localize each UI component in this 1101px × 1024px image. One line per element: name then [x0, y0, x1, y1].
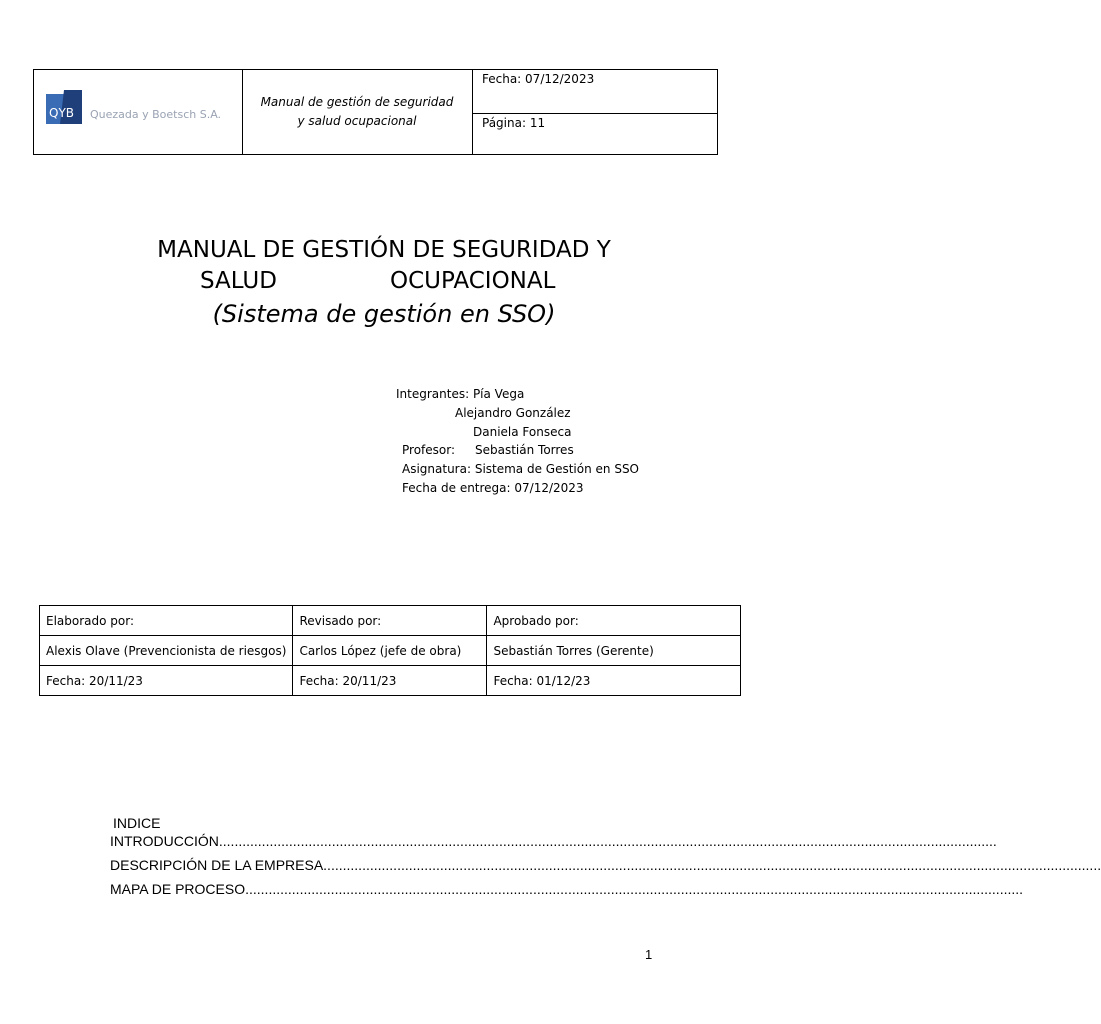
asignatura-line: Asignatura: Sistema de Gestión en SSO — [402, 462, 640, 476]
header-logo-cell — [34, 70, 243, 154]
index-title: INDICE — [113, 815, 161, 831]
company-logo-icon — [46, 90, 82, 124]
profesor-label: Profesor: — [402, 443, 456, 457]
member-3: Daniela Fonseca — [473, 425, 572, 439]
dot-leader: ........................................................................................................................................................................................................ — [245, 881, 1024, 897]
table-row — [40, 606, 741, 636]
table-cell: Fecha: 20/11/23 — [40, 666, 293, 696]
index-item-introduccion[interactable]: INTRODUCCIÓN........................................................................................................................................................................................................ — [110, 833, 997, 849]
integrantes-line: Integrantes: Pía Vega — [396, 387, 525, 401]
member-2: Alejandro González — [455, 406, 571, 420]
table-row — [40, 636, 741, 666]
main-title-line1: MANUAL DE GESTIÓN DE SEGURIDAD Y — [157, 237, 611, 263]
company-name: Quezada y Boetsch S.A. — [90, 108, 222, 121]
approval-table — [39, 605, 741, 696]
table-cell: Sebastián Torres (Gerente) — [487, 636, 741, 666]
main-title-line2b: OCUPACIONAL — [390, 268, 556, 294]
index-item-mapa[interactable]: MAPA DE PROCESO........................................................................................................................................................................................................ — [110, 881, 1024, 897]
table-cell: Revisado por: — [293, 606, 487, 636]
table-row — [40, 666, 741, 696]
dot-leader: ........................................................................................................................................................................................................ — [218, 833, 997, 849]
table-cell: Fecha: 01/12/23 — [487, 666, 741, 696]
header-page-cell — [473, 114, 717, 154]
logo-letters: QYB — [49, 106, 75, 120]
page-number: 1 — [645, 947, 653, 962]
header-page: Página: 11 — [482, 116, 546, 130]
table-cell: Elaborado por: — [40, 606, 293, 636]
main-title-line2a: SALUD — [200, 268, 277, 294]
table-cell: Alexis Olave (Prevencionista de riesgos) — [40, 636, 293, 666]
header-date-cell — [473, 70, 717, 114]
table-cell: Carlos López (jefe de obra) — [293, 636, 487, 666]
main-subtitle: (Sistema de gestión en SSO) — [212, 300, 556, 328]
index-item-descripcion[interactable]: DESCRIPCIÓN DE LA EMPRESA........................................................................................................................................................................................................ — [110, 857, 1101, 873]
fecha-entrega-line: Fecha de entrega: 07/12/2023 — [402, 481, 584, 495]
table-cell: Fecha: 20/11/23 — [293, 666, 487, 696]
profesor-name: Sebastián Torres — [475, 443, 574, 457]
dot-leader: ........................................................................................................................................................................................................ — [323, 857, 1101, 873]
table-cell: Aprobado por: — [487, 606, 741, 636]
document-header-table — [33, 69, 718, 155]
header-date: Fecha: 07/12/2023 — [482, 72, 595, 86]
header-doc-title: Manual de gestión de seguridad y salud ocupacional — [242, 70, 473, 154]
